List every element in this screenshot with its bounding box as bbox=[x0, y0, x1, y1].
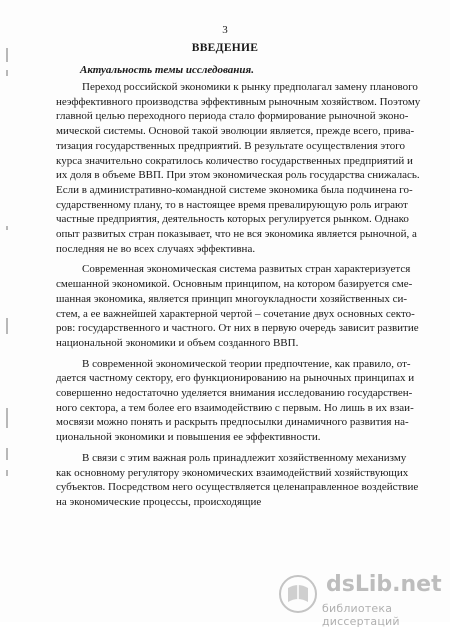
text-line: Современная экономическая система развитых стран характеризуется bbox=[82, 263, 411, 276]
text-line: тизация государственных предприятий. В результате осуществления этого bbox=[56, 139, 406, 152]
text-line: мической системы. Основой такой эволюции является, прежде всего, прива- bbox=[56, 125, 415, 138]
text-line: курса значительно сократилось количество государственных предприятий и bbox=[56, 154, 413, 167]
page-heading: ВВЕДЕНИЕ bbox=[191, 42, 259, 54]
watermark-tagline: библиотека диссертаций bbox=[322, 602, 400, 628]
text-line: последняя не во всех случаях эффективна. bbox=[56, 242, 256, 255]
text-line: шанная экономика, является принцип многоукладности хозяйственных си- bbox=[56, 292, 408, 305]
text-line: сударственному плану, то в настоящее время превалирующую роль играют bbox=[56, 198, 408, 211]
scan-mark bbox=[6, 408, 8, 428]
text-line: главной целью переходного периода стало формирование рыночной эконо- bbox=[56, 110, 409, 123]
text-line: их доля в объеме ВВП. При этом экономическая роль государства снижалась. bbox=[56, 169, 420, 182]
text-line: национальной экономики и объем созданного ВВП. bbox=[56, 336, 299, 349]
scan-mark bbox=[6, 70, 8, 76]
page-number: 3 bbox=[222, 24, 228, 36]
text-line: В современной экономической теории предпочтение, как правило, от- bbox=[82, 357, 411, 370]
text-line: Переход российской экономики к рынку предполагал замену планового bbox=[82, 81, 418, 93]
text-line: совершенно недостаточно уделяется внимания исследованию государствен- bbox=[56, 387, 413, 400]
scan-mark bbox=[6, 470, 8, 476]
text-line: опыт развитых стран показывает, что не вся экономика является рыночной, а bbox=[56, 228, 417, 241]
text-line: Если в административно-командной системе экономика была подчинена го- bbox=[56, 183, 413, 196]
text-line: неэффективного производства эффективным рыночным хозяйством. Поэтому bbox=[56, 95, 421, 108]
scan-mark bbox=[6, 318, 8, 334]
dslib-logo-icon bbox=[278, 574, 318, 614]
scan-mark bbox=[6, 448, 8, 460]
text-line: В связи с этим важная роль принадлежит хозяйственному механизму bbox=[82, 451, 407, 464]
text-line: циональной экономики и повышения ее эффективности. bbox=[56, 431, 321, 444]
text-line: дается частному сектору, его функционированию на рыночных принципах и bbox=[56, 372, 415, 385]
scan-mark bbox=[6, 226, 8, 230]
paragraph bbox=[56, 262, 419, 350]
scan-margin-marks bbox=[2, 0, 16, 622]
text-line: частные предприятия, деятельность которых регулируется рынком. Однако bbox=[56, 213, 409, 226]
paragraph bbox=[56, 80, 421, 256]
text-line: ров: государственного и частного. От них в первую очередь зависит развитие bbox=[56, 322, 419, 335]
site-watermark bbox=[278, 572, 442, 628]
body-text bbox=[56, 80, 421, 516]
text-line: смешанной экономикой. Основным принципом, на котором базируется сме- bbox=[56, 278, 413, 291]
text-line: стем, а ее важнейшей характерной чертой – сочетание двух основных секто- bbox=[56, 307, 415, 320]
paragraph bbox=[56, 357, 414, 445]
text-line: как основному регулятору экономических взаимодействий хозяйствующих bbox=[56, 466, 409, 479]
section-subheading: Актуальность темы исследования. bbox=[80, 64, 254, 76]
text-line: мосвязи можно понять и раскрыть предпосылки динамичного развития на- bbox=[56, 416, 409, 429]
paragraph bbox=[56, 451, 419, 510]
text-line: на экономические процессы, происходящие bbox=[56, 495, 262, 508]
text-line: субъектов. Посредством него осуществляется целенаправленное воздействие bbox=[56, 481, 419, 494]
watermark-brand: dsLib.net bbox=[326, 572, 442, 597]
text-line: ного сектора, а тем более его взаимодействию с первым. Но лишь в их взаи- bbox=[56, 401, 414, 414]
